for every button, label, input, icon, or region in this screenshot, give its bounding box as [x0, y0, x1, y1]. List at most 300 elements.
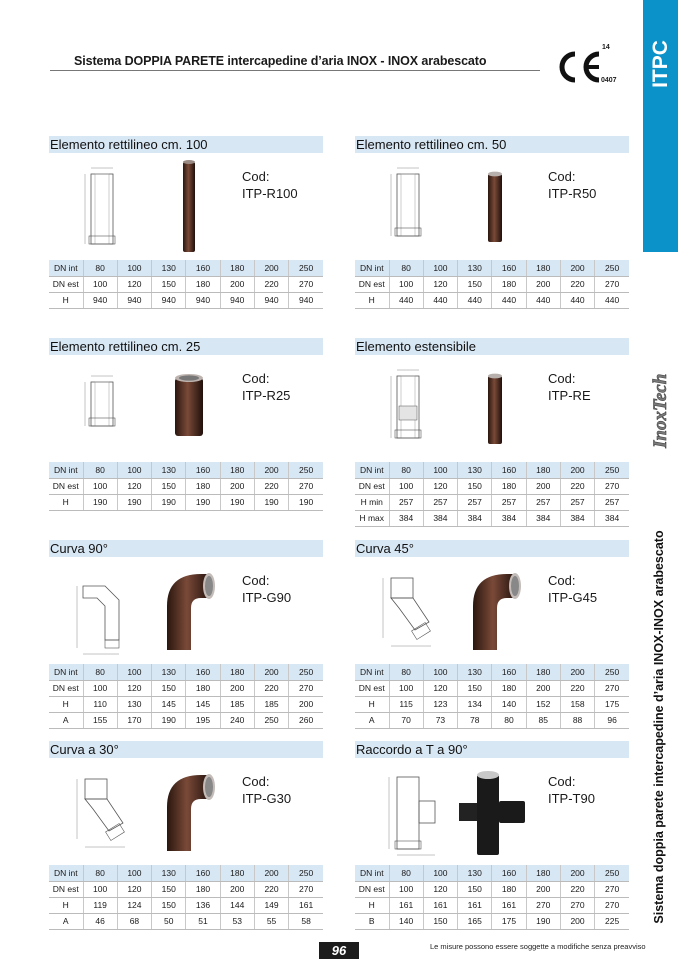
table-cell: 200: [220, 276, 254, 292]
table-cell: 180: [220, 260, 254, 276]
table-cell: 150: [152, 897, 186, 913]
table-row: [49, 881, 323, 897]
row-label: DN int: [49, 865, 83, 881]
table-cell: 145: [186, 696, 220, 712]
table-cell: 150: [458, 881, 492, 897]
table-cell: 110: [83, 696, 117, 712]
table-cell: 100: [117, 462, 151, 478]
table-cell: 58: [289, 913, 323, 929]
section-title: Elemento rettilineo cm. 25: [49, 338, 323, 355]
table-row: [49, 897, 323, 913]
table-cell: 158: [560, 696, 594, 712]
table-cell: 190: [152, 712, 186, 728]
table-cell: 190: [254, 494, 288, 510]
table-cell: 250: [595, 664, 629, 680]
table-cell: 145: [152, 696, 186, 712]
table-cell: 120: [117, 276, 151, 292]
table-cell: 88: [560, 712, 594, 728]
table-cell: 100: [83, 276, 117, 292]
technical-drawing: [377, 160, 437, 252]
table-cell: 384: [492, 510, 526, 526]
table-cell: 161: [289, 897, 323, 913]
row-label: DN est: [49, 478, 83, 494]
table-cell: 180: [526, 865, 560, 881]
table-cell: 180: [526, 664, 560, 680]
table-cell: 180: [492, 276, 526, 292]
technical-drawing: [71, 765, 131, 857]
row-label: H: [49, 494, 83, 510]
row-label: H: [49, 696, 83, 712]
table-cell: 220: [254, 478, 288, 494]
ce-number-top: 14: [602, 44, 610, 51]
table-cell: 270: [595, 276, 629, 292]
row-label: DN est: [49, 276, 83, 292]
table-cell: 160: [186, 664, 220, 680]
code-label: Cod:: [548, 774, 576, 789]
table-row: [355, 712, 629, 728]
footer-note: Le misure possono essere soggette a modifiche senza preavviso: [430, 942, 646, 951]
section-title: Curva 45°: [355, 540, 629, 557]
header-divider: [50, 70, 540, 71]
table-cell: 80: [389, 260, 423, 276]
table-cell: 940: [254, 292, 288, 308]
table-cell: 150: [152, 680, 186, 696]
technical-drawing: [71, 160, 131, 252]
table-cell: 165: [458, 913, 492, 929]
table-cell: 150: [423, 913, 457, 929]
table-cell: 384: [458, 510, 492, 526]
table-cell: 200: [254, 462, 288, 478]
side-title-text: Sistema doppia parete intercapedine d’aria INOX-INOX arabescato: [652, 530, 666, 924]
table-cell: 123: [423, 696, 457, 712]
table-cell: 200: [220, 680, 254, 696]
table-cell: 940: [289, 292, 323, 308]
product-photo: [455, 358, 535, 458]
product-photo: [149, 761, 229, 861]
product-code: ITP-G30: [242, 791, 292, 806]
table-cell: 220: [560, 478, 594, 494]
table-row: [49, 664, 323, 680]
code-label: Cod:: [242, 169, 270, 184]
table-row: [49, 260, 323, 276]
table-row: [355, 865, 629, 881]
table-row: [355, 680, 629, 696]
table-cell: 160: [492, 462, 526, 478]
table-cell: 180: [492, 881, 526, 897]
code-label: Cod:: [242, 371, 270, 386]
table-cell: 180: [186, 276, 220, 292]
table-cell: 200: [560, 664, 594, 680]
technical-drawing: [71, 362, 131, 454]
table-cell: 180: [186, 680, 220, 696]
table-cell: 160: [492, 865, 526, 881]
table-cell: 53: [220, 913, 254, 929]
table-cell: 120: [117, 478, 151, 494]
row-label: DN int: [49, 664, 83, 680]
table-cell: 200: [254, 664, 288, 680]
table-cell: 160: [492, 664, 526, 680]
table-cell: 257: [423, 494, 457, 510]
table-cell: 270: [595, 680, 629, 696]
table-row: [355, 897, 629, 913]
table-cell: 100: [117, 664, 151, 680]
row-label: A: [49, 913, 83, 929]
table-row: [355, 494, 629, 510]
table-cell: 225: [595, 913, 629, 929]
code-label: Cod:: [242, 573, 270, 588]
table-row: [355, 462, 629, 478]
table-cell: 100: [117, 865, 151, 881]
product-code-block: [242, 572, 291, 606]
table-cell: 134: [458, 696, 492, 712]
table-cell: 440: [595, 292, 629, 308]
table-cell: 161: [423, 897, 457, 913]
table-cell: 940: [186, 292, 220, 308]
table-cell: 384: [595, 510, 629, 526]
table-cell: 250: [254, 712, 288, 728]
table-cell: 80: [83, 664, 117, 680]
table-cell: 140: [389, 913, 423, 929]
spec-table: [49, 462, 323, 511]
table-cell: 384: [423, 510, 457, 526]
table-cell: 180: [220, 865, 254, 881]
table-cell: 100: [83, 478, 117, 494]
table-cell: 257: [458, 494, 492, 510]
table-cell: 160: [492, 260, 526, 276]
table-cell: 440: [560, 292, 594, 308]
table-cell: 80: [83, 462, 117, 478]
table-cell: 200: [560, 260, 594, 276]
table-cell: 220: [254, 680, 288, 696]
table-cell: 190: [220, 494, 254, 510]
product-code-block: [548, 773, 595, 807]
table-cell: 120: [423, 478, 457, 494]
table-cell: 384: [560, 510, 594, 526]
table-cell: 200: [560, 462, 594, 478]
product-code-block: [242, 168, 298, 202]
table-cell: 120: [117, 680, 151, 696]
table-cell: 440: [492, 292, 526, 308]
table-cell: 270: [595, 897, 629, 913]
row-label: DN est: [355, 478, 389, 494]
table-cell: 270: [289, 276, 323, 292]
table-row: [49, 292, 323, 308]
table-cell: 220: [560, 881, 594, 897]
product-code: ITP-R100: [242, 186, 298, 201]
row-label: H: [49, 897, 83, 913]
table-cell: 150: [458, 680, 492, 696]
table-cell: 440: [526, 292, 560, 308]
table-cell: 130: [458, 865, 492, 881]
table-cell: 250: [289, 260, 323, 276]
table-cell: 130: [152, 462, 186, 478]
table-cell: 180: [220, 462, 254, 478]
table-cell: 180: [186, 881, 220, 897]
table-cell: 180: [492, 478, 526, 494]
table-cell: 185: [254, 696, 288, 712]
table-cell: 270: [289, 680, 323, 696]
table-cell: 190: [289, 494, 323, 510]
row-label: DN int: [355, 664, 389, 680]
table-cell: 257: [526, 494, 560, 510]
table-cell: 257: [560, 494, 594, 510]
table-cell: 940: [83, 292, 117, 308]
table-cell: 130: [152, 260, 186, 276]
table-row: [355, 260, 629, 276]
section-title: Curva a 30°: [49, 741, 323, 758]
product-photo: [149, 156, 229, 256]
table-cell: 100: [389, 680, 423, 696]
table-cell: 160: [186, 462, 220, 478]
table-cell: 161: [492, 897, 526, 913]
technical-drawing: [377, 362, 437, 454]
table-row: [49, 913, 323, 929]
row-label: DN est: [355, 881, 389, 897]
section-title: Elemento rettilineo cm. 50: [355, 136, 629, 153]
code-label: Cod:: [548, 169, 576, 184]
row-label: DN int: [355, 462, 389, 478]
table-cell: 150: [152, 478, 186, 494]
table-cell: 195: [186, 712, 220, 728]
table-cell: 190: [152, 494, 186, 510]
product-code: ITP-RE: [548, 388, 591, 403]
table-cell: 100: [389, 478, 423, 494]
table-row: [49, 680, 323, 696]
table-cell: 160: [186, 865, 220, 881]
table-cell: 180: [220, 664, 254, 680]
table-cell: 124: [117, 897, 151, 913]
table-cell: 130: [152, 865, 186, 881]
table-cell: 200: [220, 478, 254, 494]
table-cell: 175: [595, 696, 629, 712]
product-code: ITP-T90: [548, 791, 595, 806]
row-label: B: [355, 913, 389, 929]
row-label: DN est: [49, 680, 83, 696]
table-cell: 220: [254, 881, 288, 897]
table-cell: 152: [526, 696, 560, 712]
table-cell: 50: [152, 913, 186, 929]
row-label: H: [355, 292, 389, 308]
table-cell: 150: [458, 276, 492, 292]
table-cell: 940: [117, 292, 151, 308]
table-row: [355, 881, 629, 897]
table-cell: 100: [389, 276, 423, 292]
table-cell: 270: [289, 881, 323, 897]
table-cell: 46: [83, 913, 117, 929]
table-cell: 80: [389, 462, 423, 478]
table-cell: 73: [423, 712, 457, 728]
spec-table: [49, 664, 323, 729]
table-cell: 161: [458, 897, 492, 913]
table-cell: 940: [220, 292, 254, 308]
table-cell: 130: [458, 260, 492, 276]
table-cell: 100: [83, 680, 117, 696]
row-label: DN est: [355, 276, 389, 292]
table-cell: 100: [423, 865, 457, 881]
row-label: DN int: [49, 260, 83, 276]
table-cell: 150: [152, 881, 186, 897]
spec-table: [49, 260, 323, 309]
spec-table: [355, 462, 629, 527]
table-cell: 220: [254, 276, 288, 292]
table-cell: 130: [458, 664, 492, 680]
table-row: [49, 478, 323, 494]
row-label: H max: [355, 510, 389, 526]
table-cell: 220: [560, 276, 594, 292]
table-cell: 257: [595, 494, 629, 510]
table-cell: 100: [423, 462, 457, 478]
table-cell: 130: [458, 462, 492, 478]
table-cell: 200: [560, 865, 594, 881]
ce-number-bottom: 0407: [601, 77, 617, 84]
product-photo: [455, 156, 535, 256]
table-cell: 384: [526, 510, 560, 526]
table-cell: 270: [289, 478, 323, 494]
table-cell: 250: [289, 462, 323, 478]
section-title: Raccordo a T a 90°: [355, 741, 629, 758]
table-cell: 155: [83, 712, 117, 728]
table-cell: 200: [254, 260, 288, 276]
row-label: A: [355, 712, 389, 728]
row-label: DN int: [355, 865, 389, 881]
table-cell: 120: [117, 881, 151, 897]
table-cell: 200: [289, 696, 323, 712]
product-photo: [455, 560, 535, 660]
product-code: ITP-G90: [242, 590, 292, 605]
page-title: Sistema DOPPIA PARETE intercapedine d’aria INOX - INOX arabescato: [74, 54, 487, 68]
table-cell: 120: [423, 276, 457, 292]
table-cell: 200: [526, 881, 560, 897]
table-cell: 250: [595, 462, 629, 478]
row-label: DN int: [49, 462, 83, 478]
table-cell: 180: [492, 680, 526, 696]
table-cell: 80: [83, 260, 117, 276]
table-cell: 119: [83, 897, 117, 913]
table-cell: 70: [389, 712, 423, 728]
table-cell: 440: [423, 292, 457, 308]
table-cell: 136: [186, 897, 220, 913]
table-cell: 180: [526, 462, 560, 478]
table-cell: 190: [186, 494, 220, 510]
table-cell: 250: [289, 865, 323, 881]
table-cell: 270: [595, 478, 629, 494]
product-code-block: [548, 370, 591, 404]
table-cell: 200: [560, 913, 594, 929]
table-cell: 220: [560, 680, 594, 696]
row-label: H min: [355, 494, 389, 510]
table-cell: 55: [254, 913, 288, 929]
table-cell: 190: [83, 494, 117, 510]
table-row: [355, 276, 629, 292]
table-cell: 250: [595, 865, 629, 881]
table-cell: 250: [289, 664, 323, 680]
table-cell: 200: [220, 881, 254, 897]
row-label: H: [355, 696, 389, 712]
spec-table: [49, 865, 323, 930]
table-cell: 257: [389, 494, 423, 510]
table-cell: 270: [595, 881, 629, 897]
table-row: [49, 494, 323, 510]
table-cell: 150: [152, 276, 186, 292]
table-cell: 80: [83, 865, 117, 881]
section-title: Elemento rettilineo cm. 100: [49, 136, 323, 153]
table-cell: 260: [289, 712, 323, 728]
product-code-block: [242, 370, 290, 404]
table-row: [49, 276, 323, 292]
table-row: [355, 696, 629, 712]
product-photo: [149, 358, 229, 458]
side-title: [644, 530, 674, 924]
technical-drawing: [377, 564, 437, 656]
table-cell: 115: [389, 696, 423, 712]
table-row: [49, 696, 323, 712]
table-row: [49, 462, 323, 478]
product-code-block: [548, 168, 596, 202]
table-cell: 140: [492, 696, 526, 712]
product-code-block: [548, 572, 597, 606]
table-cell: 80: [492, 712, 526, 728]
table-cell: 190: [117, 494, 151, 510]
table-cell: 190: [526, 913, 560, 929]
table-cell: 130: [152, 664, 186, 680]
table-cell: 100: [423, 664, 457, 680]
table-cell: 440: [389, 292, 423, 308]
inoxtech-logo-icon: [640, 360, 678, 450]
table-row: [49, 712, 323, 728]
section-title: Elemento estensibile: [355, 338, 629, 355]
product-code-block: [242, 773, 291, 807]
table-cell: 80: [389, 664, 423, 680]
table-cell: 149: [254, 897, 288, 913]
table-cell: 270: [560, 897, 594, 913]
side-tab: [643, 0, 678, 252]
table-cell: 384: [389, 510, 423, 526]
table-cell: 180: [526, 260, 560, 276]
table-cell: 161: [389, 897, 423, 913]
table-cell: 940: [152, 292, 186, 308]
table-cell: 120: [423, 680, 457, 696]
table-cell: 85: [526, 712, 560, 728]
table-cell: 160: [186, 260, 220, 276]
product-photo: [149, 560, 229, 660]
table-row: [355, 292, 629, 308]
table-cell: 175: [492, 913, 526, 929]
row-label: H: [49, 292, 83, 308]
table-cell: 185: [220, 696, 254, 712]
side-tab-label: ITPC: [649, 40, 672, 88]
row-label: DN int: [355, 260, 389, 276]
table-cell: 144: [220, 897, 254, 913]
product-photo: [455, 761, 535, 861]
product-code: ITP-G45: [548, 590, 598, 605]
product-code: ITP-R50: [548, 186, 597, 201]
spec-table: [355, 260, 629, 309]
table-cell: 130: [117, 696, 151, 712]
code-label: Cod:: [548, 371, 576, 386]
table-row: [355, 478, 629, 494]
table-cell: 257: [492, 494, 526, 510]
technical-drawing: [71, 564, 131, 656]
table-cell: 250: [595, 260, 629, 276]
row-label: H: [355, 897, 389, 913]
row-label: A: [49, 712, 83, 728]
table-cell: 100: [389, 881, 423, 897]
table-cell: 68: [117, 913, 151, 929]
table-cell: 51: [186, 913, 220, 929]
row-label: DN est: [355, 680, 389, 696]
table-cell: 200: [526, 680, 560, 696]
table-cell: 96: [595, 712, 629, 728]
